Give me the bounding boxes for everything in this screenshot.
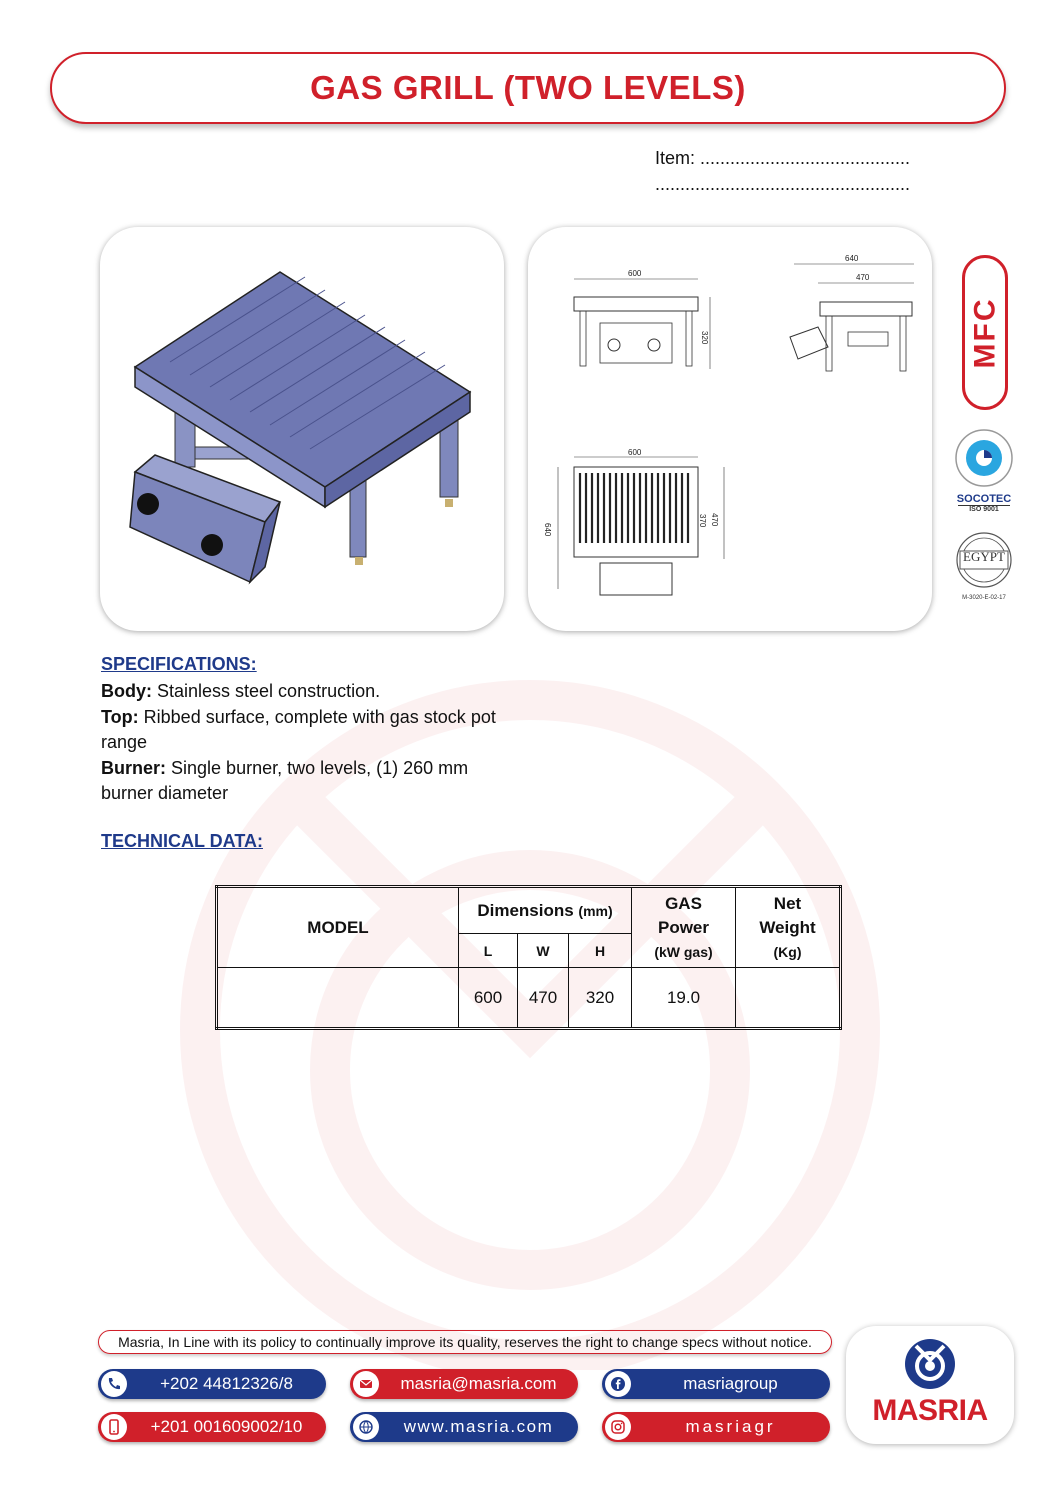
- col-l: L: [459, 934, 518, 968]
- masria-logo-card: [846, 1326, 1014, 1444]
- spec-body: Body: Stainless steel construction.: [101, 681, 381, 701]
- col-dimensions: Dimensions (mm): [459, 887, 632, 934]
- socotec-name: SOCOTEC: [956, 493, 1012, 505]
- facebook-icon: [605, 1371, 631, 1397]
- item-field-line2: ...................................................: [655, 174, 911, 194]
- spec-burner: Burner: Single burner, two levels, (1) 260 mm burner diameter: [101, 757, 469, 803]
- email-icon: [353, 1371, 379, 1397]
- col-h: H: [569, 934, 632, 968]
- egypt-label: EGYPT: [963, 549, 1005, 564]
- top-depth-outer-label: 640: [543, 523, 552, 537]
- technical-heading: TECHNICAL DATA:: [101, 831, 263, 851]
- phone-icon: [101, 1371, 127, 1397]
- col-gas-power: GAS Power (kW gas): [632, 887, 736, 968]
- egypt-code: M-3020-E-02-17: [962, 595, 1006, 601]
- cell-gas: 19.0: [632, 968, 736, 1029]
- instagram-pill[interactable]: masriagr: [602, 1412, 830, 1442]
- socotec-badge: [948, 422, 1020, 514]
- phone2-pill[interactable]: +201 001609002/10: [98, 1412, 326, 1442]
- cell-w: 470: [518, 968, 569, 1029]
- globe-icon: [353, 1414, 379, 1440]
- mobile-phone-icon: [101, 1414, 127, 1440]
- product-render-card: [100, 227, 504, 631]
- gas-grill-render: [100, 227, 504, 631]
- facebook-pill[interactable]: masriagroup: [602, 1369, 830, 1399]
- dimension-drawings: [528, 227, 932, 631]
- specifications-heading: SPECIFICATIONS:: [101, 654, 257, 674]
- mfc-badge: [962, 255, 1008, 410]
- specifications-list: [101, 679, 521, 807]
- page-title: GAS GRILL (TWO LEVELS): [310, 69, 746, 106]
- side-total-label: 640: [845, 254, 859, 263]
- technical-data-table: [215, 885, 842, 1030]
- cell-h: 320: [569, 968, 632, 1029]
- email-pill[interactable]: masria@masria.com: [350, 1369, 578, 1399]
- top-depth-mid-label: 370: [698, 514, 707, 528]
- top-depth-inner-label: 470: [710, 513, 719, 527]
- footer-notice: Masria, In Line with its policy to continually improve its quality, reserves the right to change specs without notice.: [98, 1330, 832, 1354]
- table-row: [217, 968, 841, 1029]
- top-width-label: 600: [628, 448, 642, 457]
- instagram-icon: [605, 1414, 631, 1440]
- item-field: Item: ..........................................: [655, 148, 911, 168]
- masria-logo-icon: [902, 1336, 958, 1392]
- cell-weight: [736, 968, 841, 1029]
- mfc-text: MFC: [968, 297, 1002, 368]
- socotec-logo-icon: [948, 422, 1020, 488]
- title-banner: [50, 52, 1006, 124]
- phone1-pill[interactable]: +202 44812326/8: [98, 1369, 326, 1399]
- spec-top: Top: Ribbed surface, complete with gas stock pot range: [101, 706, 496, 752]
- col-model: MODEL: [217, 887, 459, 968]
- front-height-label: 320: [700, 331, 709, 345]
- masria-brand-text: MASRIA: [872, 1394, 988, 1427]
- iso-label: ISO 9001: [958, 505, 1010, 513]
- col-w: W: [518, 934, 569, 968]
- website-pill[interactable]: www.masria.com: [350, 1412, 578, 1442]
- front-width-label: 600: [628, 269, 642, 278]
- egypt-badge: [948, 530, 1020, 600]
- side-inner-label: 470: [856, 273, 870, 282]
- technical-drawing-card: [528, 227, 932, 631]
- col-net-weight: Net Weight (Kg): [736, 887, 841, 968]
- cell-l: 600: [459, 968, 518, 1029]
- cell-model: [217, 968, 459, 1029]
